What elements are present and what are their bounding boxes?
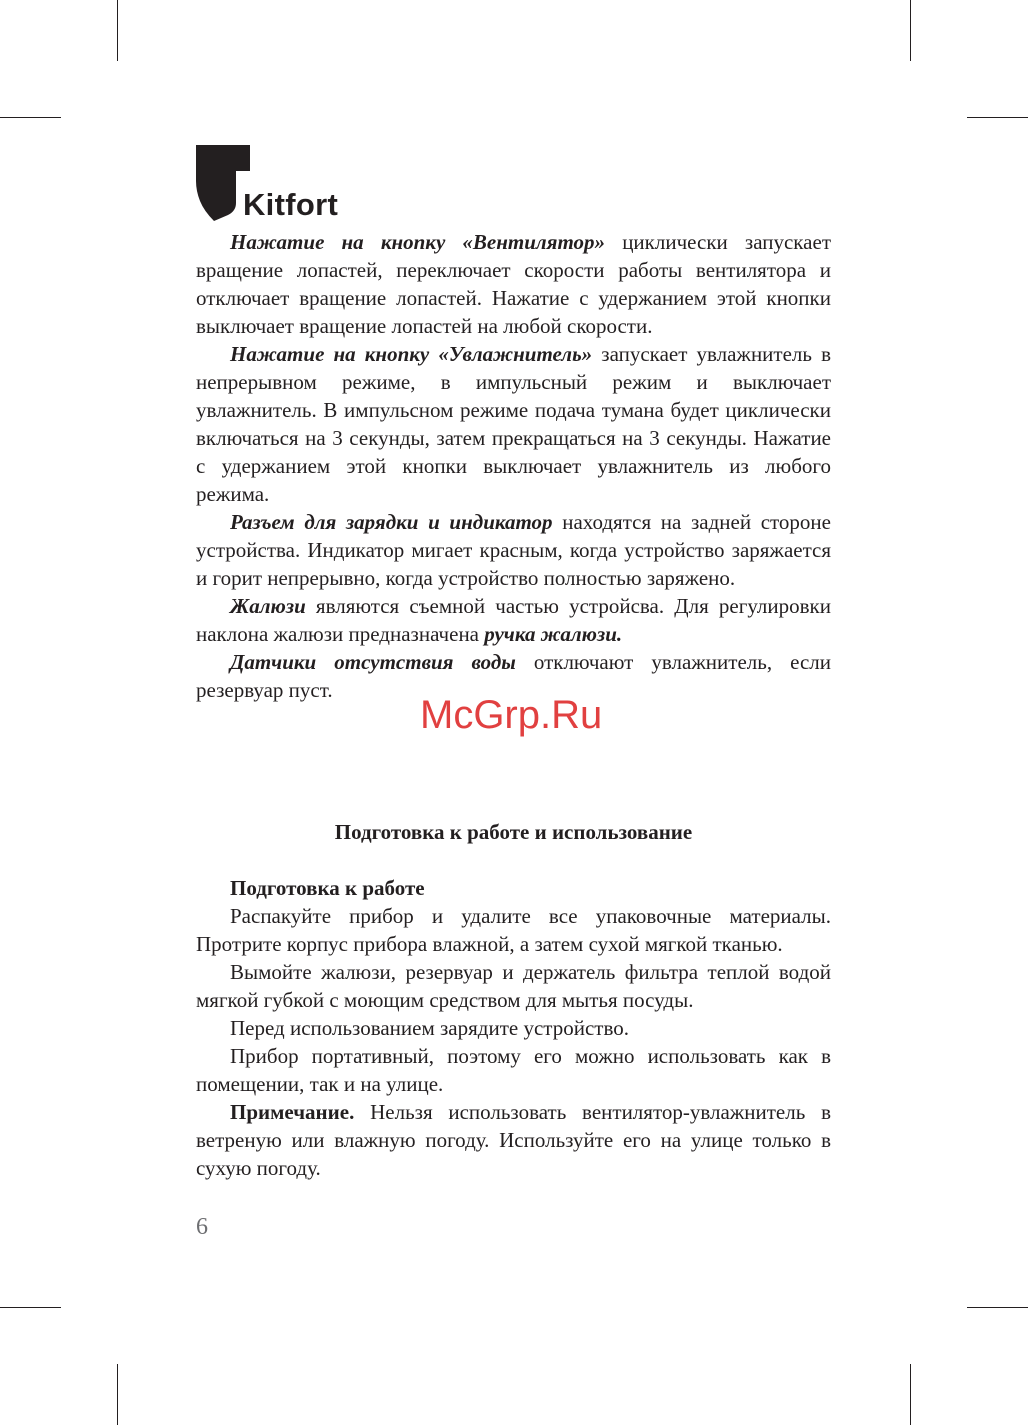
paragraph-lead: Разъем для зарядки и индикатор xyxy=(230,510,553,534)
crop-mark-left-upper xyxy=(0,117,61,118)
paragraph-text: являются съемной частью устройсва. Для регулировки наклона жалюзи предназначена xyxy=(196,594,831,646)
watermark: McGrp.Ru xyxy=(420,693,603,737)
crop-mark-top-left xyxy=(117,0,118,61)
crop-mark-left-lower xyxy=(0,1307,61,1308)
paragraph-tail: ручка жалюзи. xyxy=(484,622,623,646)
logo-wordmark: Kitfort xyxy=(243,187,339,222)
crop-mark-bottom-left xyxy=(117,1364,118,1425)
feature-description xyxy=(196,228,831,704)
paragraph-lead: Нажатие на кнопку «Увлажнитель» xyxy=(230,342,593,366)
page-number: 6 xyxy=(196,1214,208,1240)
paragraph-text: циклически запускает вращение лопастей, переключает скорости работы вентилятора и отключает вращение лопастей. Нажатие с удержанием этой кнопки выключает вращение лопастей на любой скорости. xyxy=(196,230,831,338)
paragraph-lead: Датчики отсутствия воды xyxy=(230,650,516,674)
paragraph-text: отключают увлажнитель, если резервуар пуст. xyxy=(196,650,831,702)
preparation-section xyxy=(196,874,831,1182)
paragraph-louvers xyxy=(196,592,831,648)
paragraph-wash: Вымойте жалюзи, резервуар и держатель фильтра теплой водой мягкой губкой с моющим средством для мытья посуды. xyxy=(196,960,831,1012)
crop-mark-top-right xyxy=(910,0,911,61)
paragraph-lead: Жалюзи xyxy=(230,594,306,618)
paragraph-fan-button xyxy=(196,228,831,340)
paragraph-lead: Нажатие на кнопку «Вентилятор» xyxy=(230,230,606,254)
crop-mark-bottom-right xyxy=(910,1364,911,1425)
paragraph-water-sensors xyxy=(196,648,831,704)
paragraph-humidifier-button xyxy=(196,340,831,508)
paragraph-text: находятся на задней стороне устройства. Индикатор мигает красным, когда устройство заряжается и горит непрерывно, когда устройство полностью заряжено. xyxy=(196,510,831,590)
subheading: Подготовка к работе xyxy=(230,876,425,900)
note-label: Примечание. xyxy=(230,1100,355,1124)
paragraph-charge: Перед использованием зарядите устройство. xyxy=(230,1016,629,1040)
crop-mark-right-upper xyxy=(967,117,1028,118)
paragraph-charging-port xyxy=(196,508,831,592)
paragraph-note xyxy=(196,1098,831,1182)
paragraph-unpack: Распакуйте прибор и удалите все упаковочные материалы. Протрите корпус прибора влажной, а затем сухой мягкой тканью. xyxy=(196,904,831,956)
brand-logo xyxy=(196,145,356,225)
paragraph-portable: Прибор портативный, поэтому его можно использовать как в помещении, так и на улице. xyxy=(196,1044,831,1096)
section-title: Подготовка к работе и использование xyxy=(334,820,693,844)
crop-mark-right-lower xyxy=(967,1307,1028,1308)
note-text: Нельзя использовать вентилятор-увлажнитель в ветреную или влажную погоду. Используйте его на улице только в сухую погоду. xyxy=(196,1100,831,1180)
paragraph-text: запускает увлажнитель в непрерывном режиме, в импульсный режим и выключает увлажнитель. В импульсном режиме подача тумана будет циклически включаться на 3 секунды, затем прекращаться на 3 секунды. Нажатие с удержанием этой кнопки выключает увлажнитель из любого режима. xyxy=(196,342,831,506)
